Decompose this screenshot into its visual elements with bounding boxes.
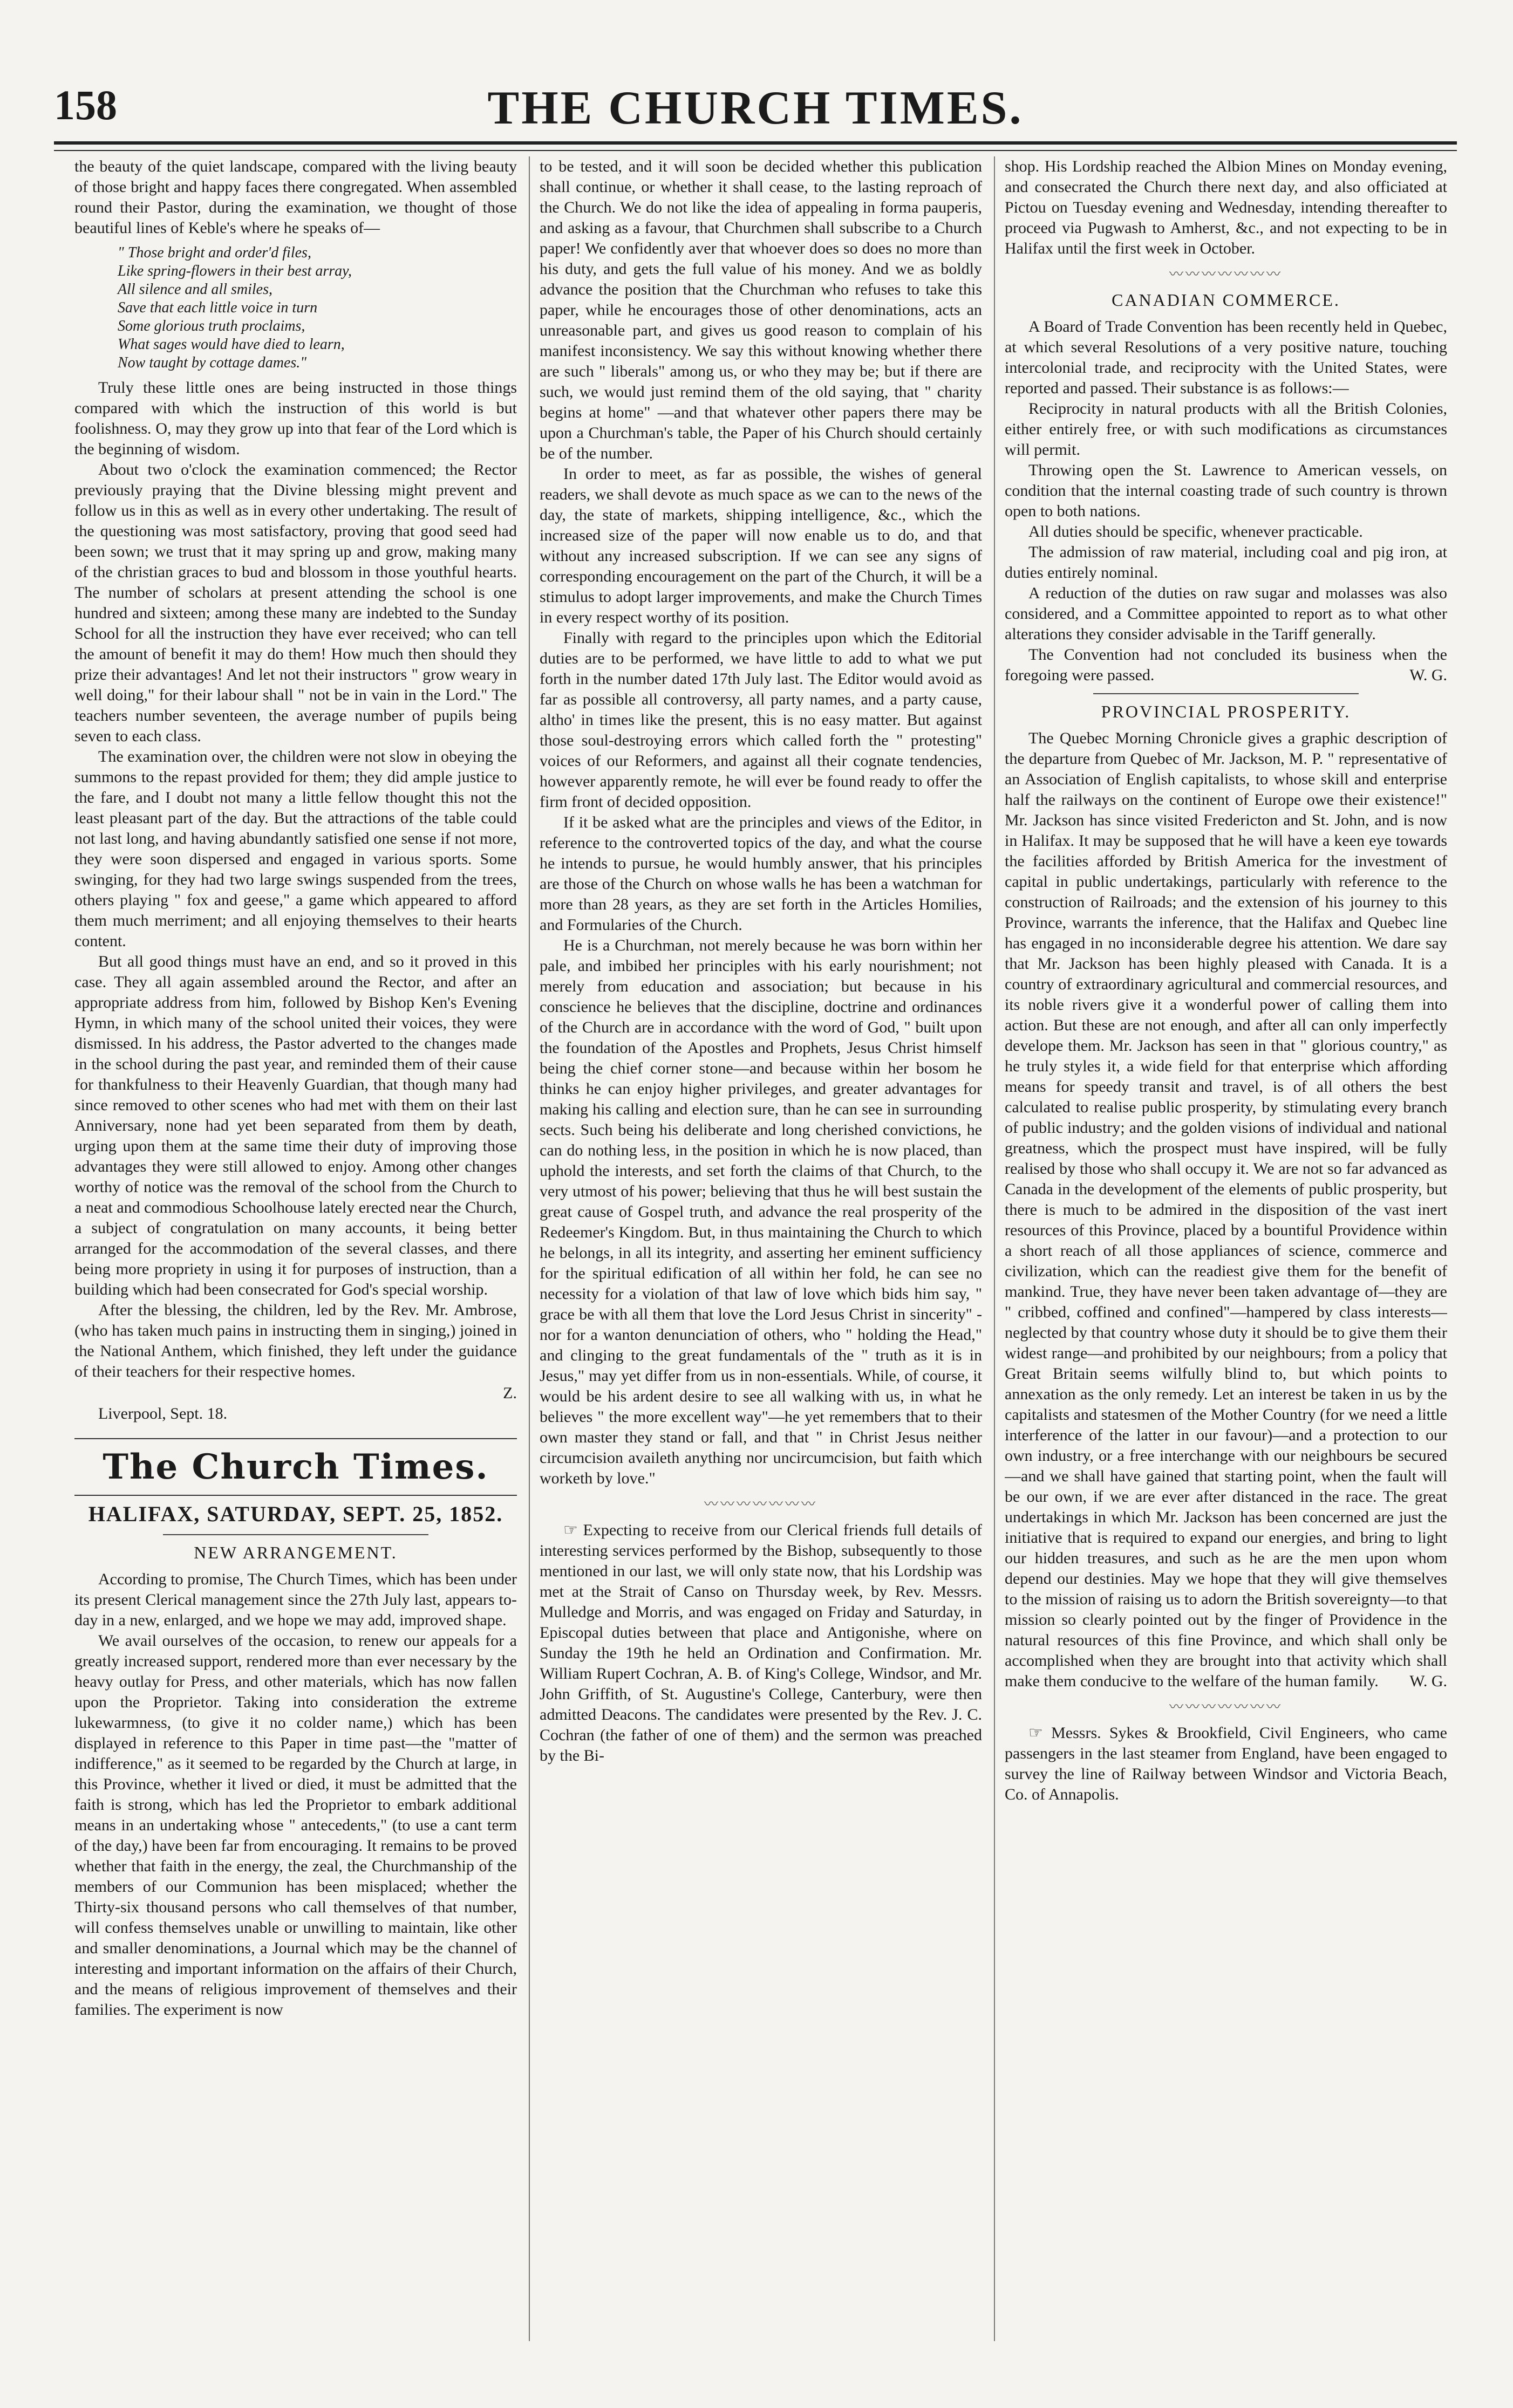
article-paragraph	[1005, 645, 1447, 686]
article-paragraph: A Board of Trade Convention has been recently held in Quebec, at which several Resolutions of a very positive nature, touching intercolonial trade, and reciprocity with the United States, were reported and passed. Their substance is as follows:—	[1005, 318, 1447, 397]
article-paragraph	[1005, 1723, 1447, 1805]
poem-line: Some glorious truth proclaims,	[118, 318, 305, 334]
article-paragraph: The admission of raw material, including coal and pig iron, at duties entirely nominal.	[1005, 543, 1447, 582]
pointing-hand-icon: ☞	[563, 1521, 583, 1539]
section-rule	[1093, 693, 1359, 694]
masthead-title: THE CHURCH TIMES.	[487, 82, 1024, 134]
header-rule	[54, 141, 1457, 151]
signature: Z.	[503, 1384, 517, 1402]
signature: W. G.	[1409, 1672, 1447, 1690]
article-text: Messrs. Sykes & Brookfield, Civil Engineers, who came passengers in the last steamer from England, have been engaged to survey the line of Railway between Windsor and Victoria Beach, Co. of Annapolis.	[1005, 1724, 1447, 1803]
article-text: The Quebec Morning Chronicle gives a graphic description of the departure from Quebec of Mr. Jackson, M. P. " representative of an Association of English capitalists, to whose skill and enterprise half the railways on the continent of Europe owe their existence!" Mr. Jackson has since visited Fredericton and St. John, and is now in Halifax. It may be supposed that he will have a keen eye towards the facilities afforded by British America for the investment of capital in public undertakings, particularly with reference to the construction of Railroads; and the extension of his journey to this Province, warrants the inference, that the Halifax and Quebec line has engaged in no inconsiderable degree his attention. We dare say that Mr. Jackson has been highly pleased with Canada. It is a country of extraordinary agricultural and commercial resources, and its noble rivers give it a wonderful power of calling them into action. But these are not enough, and after all can only imperfectly develope them. Mr. Jackson has seen in that " glorious country," as he truly styles it, a wide field for that enterprise which affording means for speedy transit and travel, is of all others the best calculated to realise public prosperity, by stimulating every branch of public industry; and the golden visions of individual and national greatness, which the prospect must have inspired, will be fully realised by those who shall occupy it. We are not so far advanced as Canada in the development of the elements of public prosperity, but there is much to be admired in the disposition of the vast inert resources of this Province, placed by a bountiful Providence within a short reach of all those appliances of science, commerce and civilization, which can the readiest give them for the benefit of mankind. True, they have never been taken advantage of—they are " cribbed, coffined and confined"—hampered by class interests—neglected by that country whose duty it should be to give them their widest range—and prohibited by our neighbours; from a policy that Great Britain seems wilfully blind to, but which points to annexation as the only remedy. Let an interest be taken in us by the capitalists and statesmen of the Mother Country (for we need a little interference of the latter in our favour)—and a protection to our own industry, or a free interchange with our neighbours be secured—and we shall have gained that starting point, when the fault will be our own, if we are ever after distanced in the race. The great undertakings in which Mr. Jackson has been concerned are just the initiative that is required to expand our energies, and bring to light our hidden treasures, and such as he are the men upon whom depend our destinies. May we hope that they will give themselves to the mission of raising us to adorn the British sovereignty—to that mission so clearly pointed out by the finger of Providence in the natural resources of this fine Province, and which shall only be accomplished when they are brought into that activity which shall make them conducive to the welfare of the human family.	[1005, 729, 1447, 1690]
article-paragraph: In order to meet, as far as possible, the wishes of general readers, we shall devote as much space as we can to the news of the day, the state of markets, shipping intelligence, &c., which the increased size of the paper will now enable us to do, and that without any increased subscription. If we can see any signs of corresponding encouragement on the part of the Church, it will be a stimulus to adopt larger improvements, and make the Church Times in every respect worthy of its position.	[540, 465, 982, 626]
poem-line: What sages would have died to learn,	[118, 336, 345, 353]
article-paragraph: shop. His Lordship reached the Albion Mines on Monday evening, and consecrated the Church there next day, and also officiated at Pictou on Tuesday evening and Wednesday, intending thereafter to proceed via Pugwash to Amherst, &c., and not expecting to be in Halifax until the first week in October.	[1005, 158, 1447, 257]
article-paragraph: to be tested, and it will soon be decided whether this publication shall continue, or whether it shall cease, to the lasting reproach of the Church. We do not like the idea of appealing in forma pauperis, and asking as a favour, that Churchmen shall subscribe to a Church paper! We confidently aver that whoever does so does no more than his duty, and gets the full value of his money. And we as boldly advance the position that the Churchman who refuses to take this paper, while he encourages those of other denominations, acts an unreasonable part, and gives us good reason to complain of his manifest inconsistency. We say this without knowing whether there are such " liberals" among us, or who they may be; but if there are such, we would just remind them of the old saying, that " charity begins at home" —and that whatever other papers there may be upon a Churchman's table, the Paper of his Church should certainly be of the number.	[540, 158, 982, 462]
wavy-divider: 〰〰〰〰〰〰〰	[704, 1496, 817, 1512]
section-heading: CANADIAN COMMERCE.	[1112, 290, 1340, 310]
page-number: 158	[54, 81, 117, 128]
wavy-divider: 〰〰〰〰〰〰〰	[1169, 1699, 1283, 1715]
article-paragraph: About two o'clock the examination commenced; the Rector previously praying that the Divine blessing might prevent and follow us in this as well as in every other undertaking. The result of the questioning was most satisfactory, proving that good seed had been sown; we trust that it may spring up and grow, making many of the christian graces to bud and blossom in those youthful hearts. The number of scholars at present attending the school is one hundred and sixteen; among these many are indebted to the Sunday School for all the instruction they have ever received; who can tell the amount of benefit it may do them! How much then should they prize their advantages! And let not their instructors " grow weary in well doing," for their labour shall " not be in vain in the Lord." The teachers number seventeen, the average number of pupils being seven to each class.	[74, 461, 517, 745]
article-paragraph: All duties should be specific, whenever practicable.	[1028, 523, 1363, 541]
article-paragraph	[540, 1520, 982, 1766]
article-paragraph: According to promise, The Church Times, which has been under its present Clerical management since the 27th July last, appears to-day in a new, enlarged, and we hope we may add, improved shape.	[74, 1570, 517, 1629]
article-paragraph: Reciprocity in natural products with all the British Colonies, either entirely free, or with such modifications as circumstances will permit.	[1005, 400, 1447, 459]
article-paragraph: He is a Churchman, not merely because he was born within her pale, and imbibed her principles with his early nourishment; not merely from education and association; but because in his conscience he believes that the discipline, doctrine and ordinances of the Church are in accordance with the word of God, " built upon the foundation of the Apostles and Prophets, Jesus Christ himself being the chief corner stone—and because within her bosom he thinks he can enjoy higher privileges, and greater advantages for making his calling and election sure, than he can see in surrounding sects. Such being his deliberate and long cherished convictions, he can do nothing less, in the position in which he is now placed, than uphold the interests, and set forth the claims of that Church, to the very utmost of his power; believing that thus he will best sustain the great cause of Gospel truth, and advance the real prosperity of the Redeemer's Kingdom. But, in thus maintaining the Church to which he belongs, in all its integrity, and asserting her eminent sufficiency for the spiritual edification of all within her fold, he can see no necessity for a violation of that law of love which bids him say, " grace be with all them that love the Lord Jesus Christ in sincerity" -nor for a wanton denunciation of others, who " holding the Head," and clinging to the great fundamentals of the " truth as it is in Jesus," may yet differ from us in non-essentials. While, of course, it would be his ardent desire to see all walking with us, in what he believes " the more excellent way"—he yet remembers that to their own master they stand or fall, and that " in Christ Jesus neither circumcision availeth anything nor uncircumcision, but faith which worketh by love."	[540, 936, 982, 1487]
article-paragraph: A reduction of the duties on raw sugar and molasses was also considered, and a Committee appointed to report as to what other alterations they consider advisable in the Tariff generally.	[1005, 584, 1447, 643]
column-3	[1005, 156, 1447, 2341]
section-heading: NEW ARRANGEMENT.	[194, 1543, 398, 1562]
article-text: Expecting to receive from our Clerical friends full details of interesting services performed by the Bishop, subsequently to those mentioned in our last, we will only state now, that his Lordship was met at the Strait of Canso on Thursday week, by Rev. Messrs. Mulledge and Morris, and was engaged on Friday and Saturday, in Episcopal duties between that place and Antigonishe, where on Sunday the 19th he held an Ordination and Confirmation. Mr. William Rupert Cochran, A. B. of King's College, Windsor, and Mr. John Griffith, of St. Augustine's College, Canterbury, were then admitted Deacons. The candidates were presented by the Rev. J. C. Cochran (the father of one of them) and the sermon was preached by the Bi-	[540, 1521, 982, 1764]
article-text: The Convention had not concluded its business when the foregoing were passed.	[1005, 646, 1447, 684]
poem-line: " Those bright and order'd files,	[118, 244, 311, 261]
section-rule	[163, 1534, 428, 1535]
place-date: Liverpool, Sept. 18.	[98, 1405, 228, 1422]
nameplate: The Church Times.	[74, 1438, 517, 1496]
column-divider	[994, 156, 995, 2341]
wavy-divider: 〰〰〰〰〰〰〰	[1169, 266, 1283, 282]
article-paragraph: If it be asked what are the principles and views of the Editor, in reference to the controverted topics of the day, and what the course he intends to pursue, he would humbly answer, that his principles are those of the Church on whose walls he has been a watchman for more than 28 years, as they are set forth in the Articles Homilies, and Formularies of the Church.	[540, 813, 982, 934]
article-paragraph: We avail ourselves of the occasion, to renew our appeals for a greatly increased support, rendered more than ever necessary by the heavy outlay for Press, and other materials, which has now fallen upon the Proprietor. Taking into consideration the extreme lukewarmness, (to give it no colder name,) which has been displayed in reference to this Paper in time past—the "matter of indifference," as it seemed to be regarded by the Church at large, in this Province, whether it lived or died, it must be admitted that the faith is strong, which has led the Proprietor to embark additional means in an undertaking whose " antecedents," (to use a cant term of the day,) have been far from encouraging. It remains to be proved whether that faith in the energy, the zeal, the Churchmanship of the members of our Communion has been misplaced; whether the Thirty-six thousand persons who call themselves of that number, will confess themselves unable or unwilling to maintain, like other and smaller denominations, a Journal which may be the channel of interesting and important information on the affairs of their Church, and the means of religious improvement of themselves and their families. The experiment is now	[74, 1632, 517, 2019]
poem-line: Now taught by cottage dames."	[118, 354, 307, 371]
dateline: HALIFAX, SATURDAY, SEPT. 25, 1852.	[88, 1502, 503, 1526]
article-paragraph: The examination over, the children were not slow in obeying the summons to the repast provided for them; they did ample justice to the fare, and I doubt not many a little fellow thought this not the least pleasant part of the day. But the attractions of the table could not last long, and having abundantly satisfied one sense if not more, they were soon dispersed and engaged in various sports. Some swinging, for they had two large swings suspended from the trees, others playing " fox and geese," a game which appeared to afford them much merriment; and all enjoying themselves to their hearts content.	[74, 748, 517, 950]
article-paragraph	[1005, 728, 1447, 1692]
column-2	[540, 156, 982, 2341]
poem-line: All silence and all smiles,	[118, 281, 272, 298]
poem-quote	[118, 244, 517, 372]
article-paragraph: Throwing open the St. Lawrence to American vessels, on condition that the internal coasting trade of such country is thrown open to both nations.	[1005, 461, 1447, 520]
signature: W. G.	[1409, 666, 1447, 684]
article-paragraph: the beauty of the quiet landscape, compared with the living beauty of those bright and happy faces there congregated. When assembled round their Pastor, during the examination, we thought of those beautiful lines of Keble's where he speaks of—	[74, 158, 517, 237]
column-divider	[529, 156, 530, 2341]
pointing-hand-icon: ☞	[1028, 1724, 1052, 1742]
column-1	[74, 156, 517, 2341]
poem-line: Save that each little voice in turn	[118, 299, 318, 316]
page-header	[54, 81, 1457, 140]
article-paragraph: After the blessing, the children, led by the Rev. Mr. Ambrose, (who has taken much pains in instructing them in singing,) joined in the National Anthem, which finished, they left under the guidance of their teachers for their respective homes.	[74, 1301, 517, 1380]
article-paragraph: Finally with regard to the principles upon which the Editorial duties are to be performed, we have little to add to what we put forth in the number dated 17th July last. The Editor would avoid as far as possible all controversy, all party names, and a party cause, altho' in times like the present, this is no easy matter. But against those soul-destroying errors which called forth the " protesting" voices of our Reformers, and against all their cognate tendencies, however apparently remote, he will ever be found ready to offer the firm front of decided opposition.	[540, 629, 982, 811]
article-paragraph: But all good things must have an end, and so it proved in this case. They all again assembled around the Rector, and after an appropriate address from him, followed by Bishop Ken's Evening Hymn, in which many of the school united their voices, they were dismissed. In his address, the Pastor adverted to the changes made in the school during the past year, and reminded them of their cause for thankfulness to their Heavenly Guardian, that though many had since removed to other scenes who had met with them on their last Anniversary, none had yet been separated from them by death, urging upon them at the same time their duty of improving those advantages they were still allowed to enjoy. Among other changes worthy of notice was the removal of the school from the Church to a neat and commodious Schoolhouse lately erected near the Church, a subject of congratulation on many accounts, it being better arranged for the accommodation of the several classes, and there being more propriety in using it for purposes of instruction, than a building which had been consecrated for God's special worship.	[74, 953, 517, 1298]
article-paragraph: Truly these little ones are being instructed in those things compared with which the instruction of this world is but foolishness. O, may they grow up into that fear of the Lord which is the beginning of wisdom.	[74, 379, 517, 458]
poem-line: Like spring-flowers in their best array,	[118, 263, 352, 279]
section-heading: PROVINCIAL PROSPERITY.	[1101, 702, 1351, 721]
